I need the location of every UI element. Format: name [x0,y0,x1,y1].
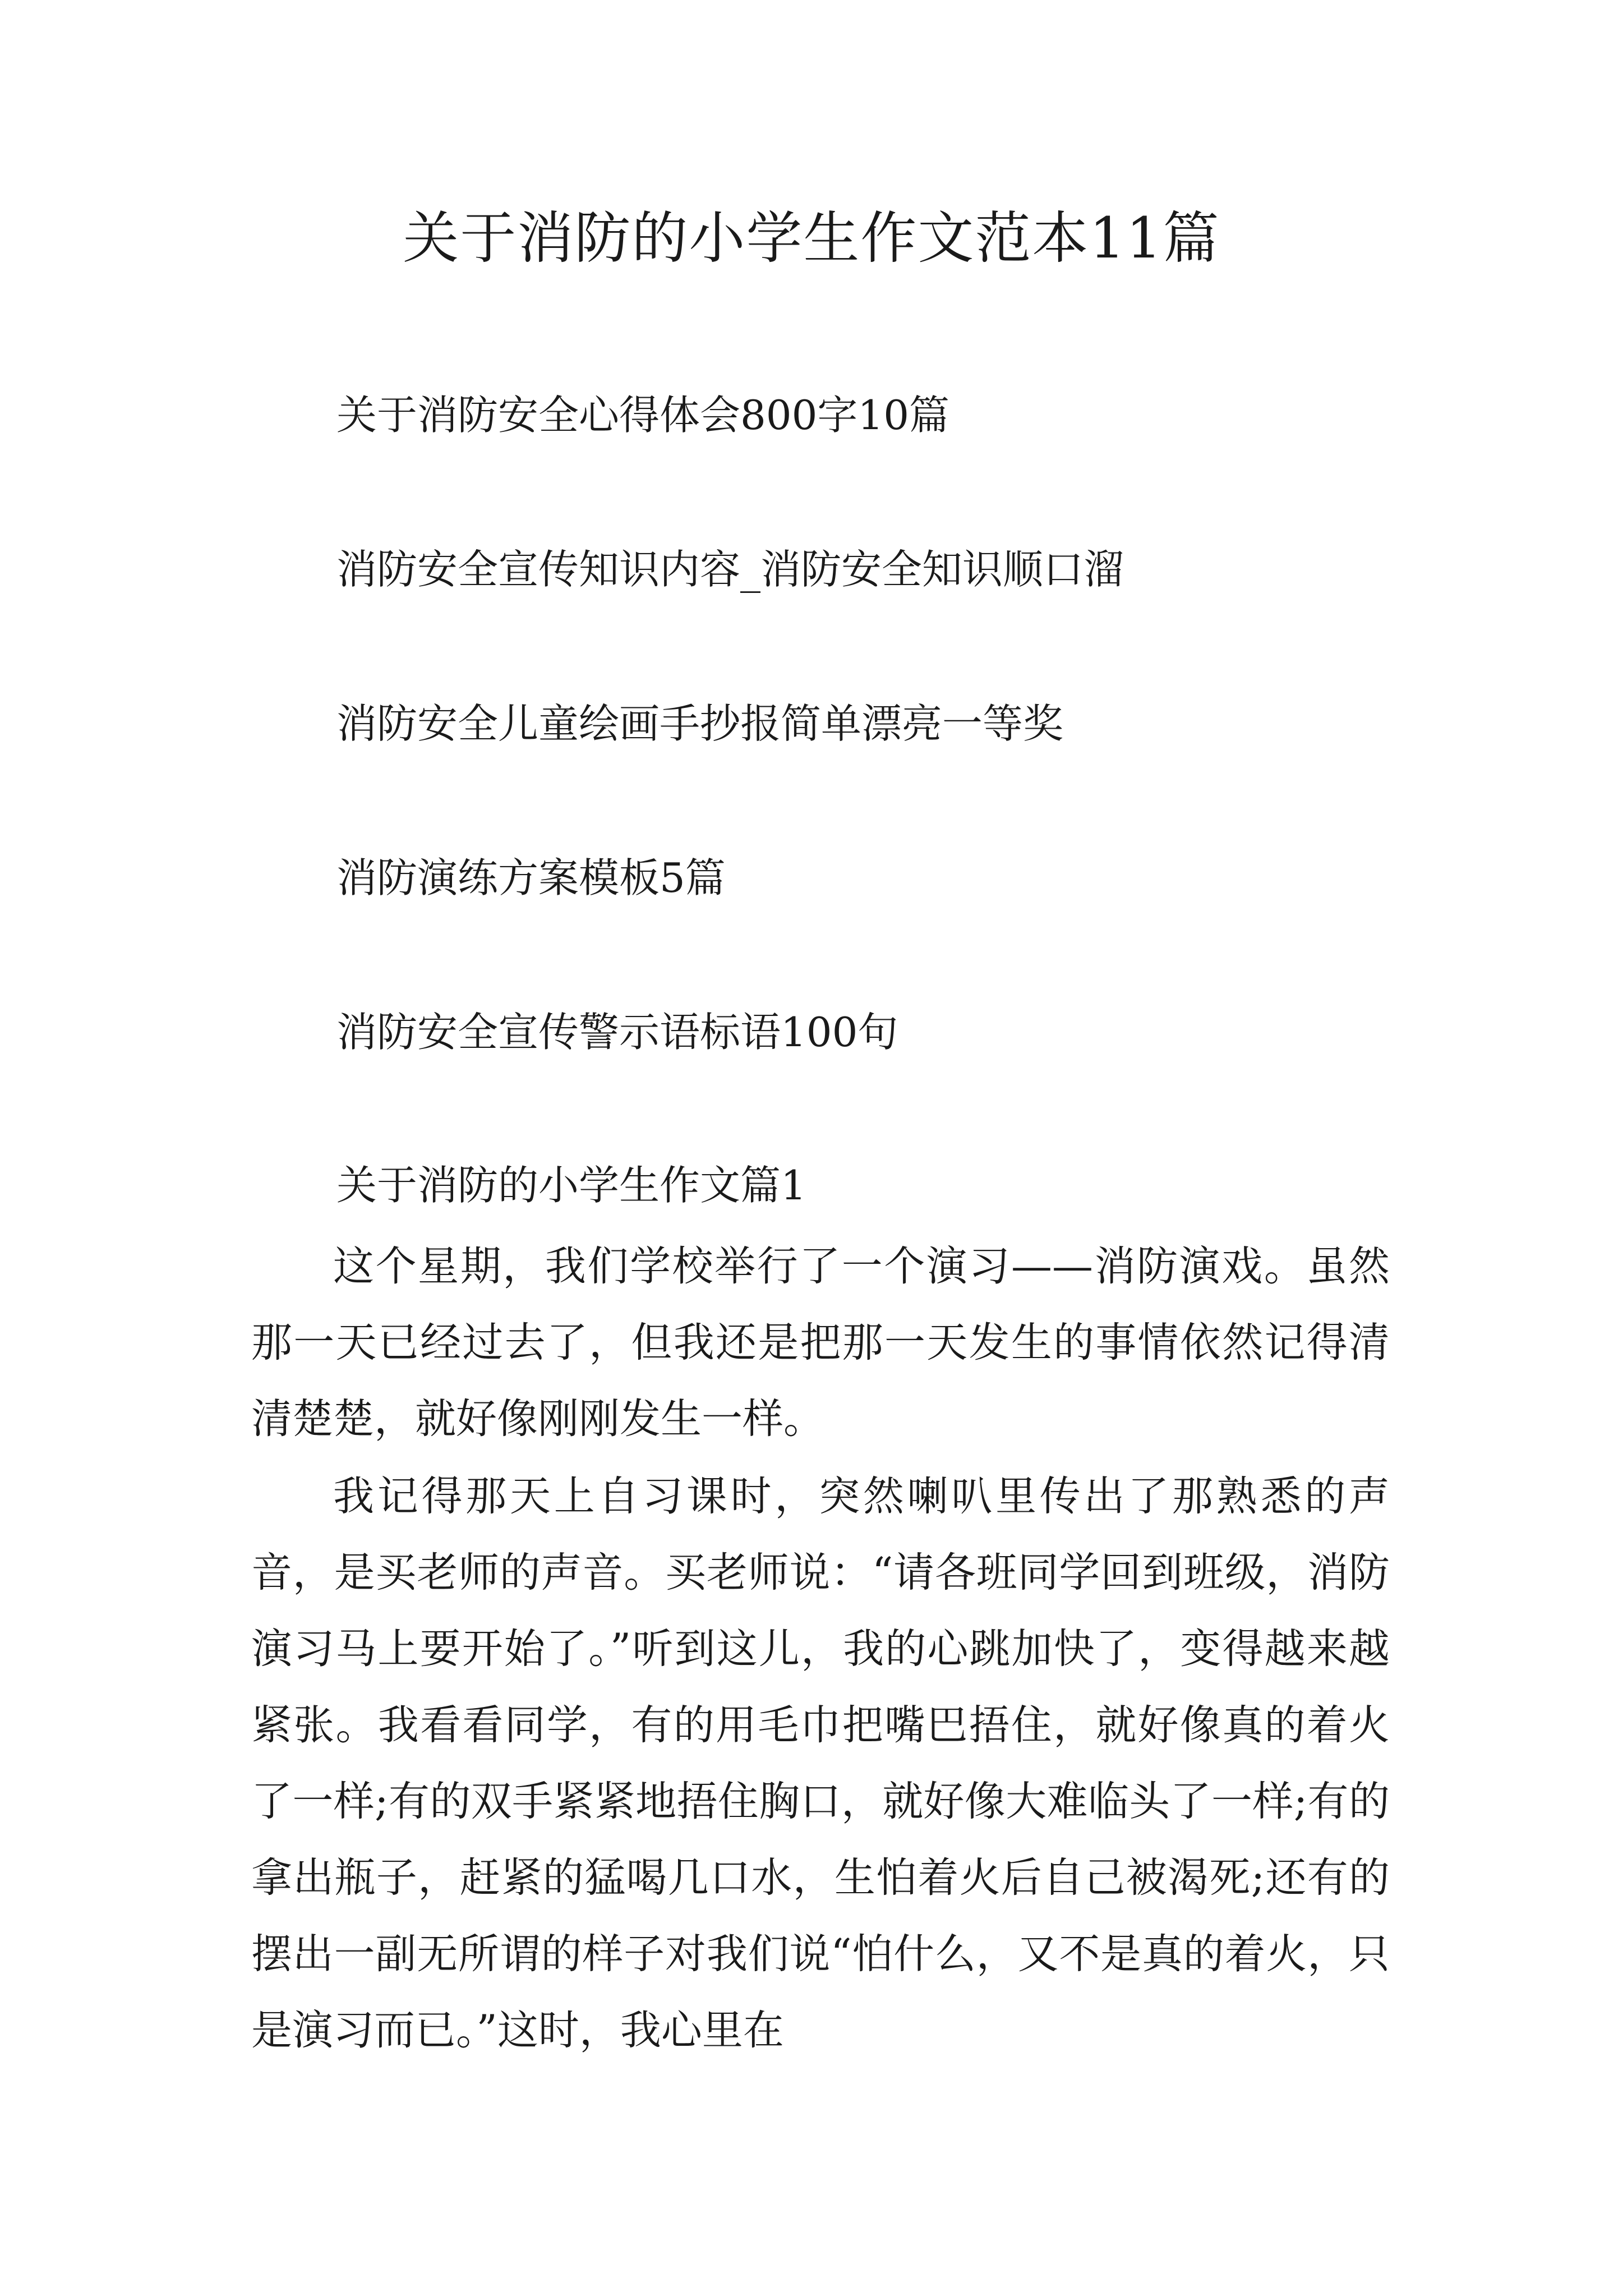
toc-item: 关于消防安全心得体会800字10篇 [336,392,950,439]
toc-item: 消防安全宣传警示语标语100句 [336,1009,898,1056]
toc-item: 消防安全宣传知识内容_消防安全知识顺口溜 [336,546,1124,593]
document-title: 关于消防的小学生作文范本11篇 [403,205,1220,271]
body-paragraph: 这个星期，我们学校举行了一个演习——消防演戏。虽然那一天已经过去了，但我还是把那一天发生的事情依然记得清清楚楚，就好像刚刚发生一样。 [251,1243,1390,1443]
toc-item: 消防安全儿童绘画手抄报简单漂亮一等奖 [336,700,1064,747]
section-heading: 关于消防的小学生作文篇1 [336,1162,806,1209]
toc-item: 消防演练方案模板5篇 [336,854,726,901]
body-paragraph: 我记得那天上自习课时，突然喇叭里传出了那熟悉的声音，是买老师的声音。买老师说：“请各班同学回到班级，消防演习马上要开始了。”听到这儿，我的心跳加快了，变得越来越紧张。我看看同学，有的用毛巾把嘴巴捂住，就好像真的着火了一样;有的双手紧紧地捂住胸口，就好像大难临头了一样;有的拿出瓶子，赶紧的猛喝几口水，生怕着火后自己被渴死;还有的摆出一副无所谓的样子对我们说“怕什么，又不是真的着火，只是演习而已。”这时，我心里在 [251,1473,1390,2054]
